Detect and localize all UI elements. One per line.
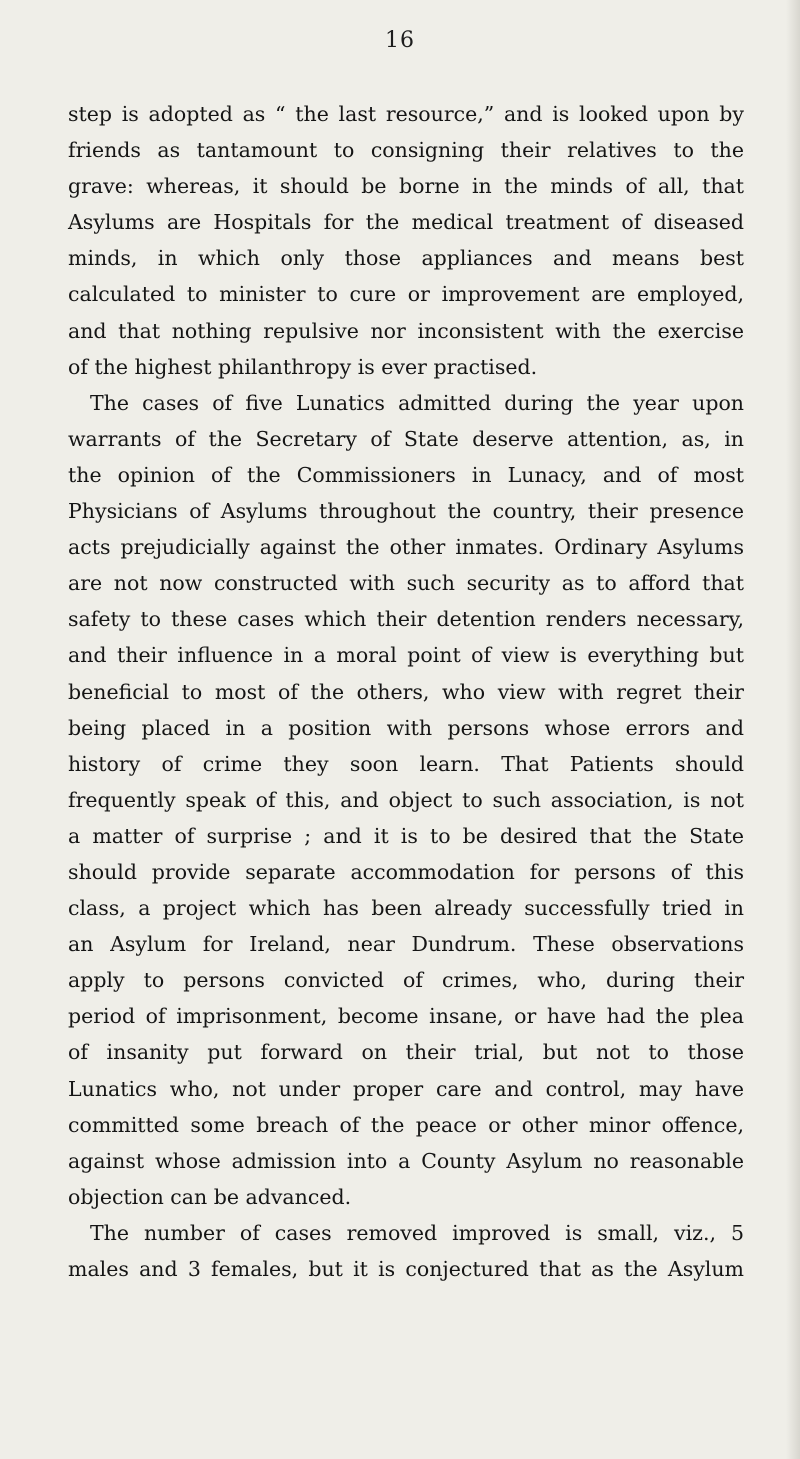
text-line: The cases of five Lunatics admitted during the year upon: [90, 390, 744, 415]
text-line: being placed in a position with persons whose errors and: [68, 715, 744, 740]
paragraph-1: [68, 96, 744, 385]
text-line: apply to persons convicted of crimes, who, during their: [68, 968, 744, 993]
text-line: and that nothing repulsive nor inconsistent with the exercise: [68, 318, 744, 343]
text-line: step is adopted as “ the last resource,” and is looked upon by: [68, 102, 744, 126]
text-line: objection can be advanced.: [68, 1184, 352, 1209]
text-line: Lunatics who, not under proper care and control, may have: [68, 1076, 744, 1101]
text-line: Asylums are Hospitals for the medical treatment of diseased: [68, 210, 744, 235]
text-line: history of crime they soon learn. That Patients should: [68, 751, 744, 776]
text-line: safety to these cases which their detention renders necessary,: [68, 607, 744, 632]
body-text: [68, 96, 744, 1287]
text-line: beneficial to most of the others, who view with regret their: [68, 679, 744, 704]
text-line: against whose admission into a County Asylum no reasonable: [68, 1148, 744, 1173]
text-line: class, a project which has been already successfully tried in: [68, 896, 744, 921]
text-line: are not now constructed with such security as to afford that: [68, 571, 744, 596]
text-line: Physicians of Asylums throughout the country, their presence: [68, 499, 744, 524]
text-line: minds, in which only those appliances and means best: [68, 246, 744, 271]
text-line: calculated to minister to cure or improvement are employed,: [68, 282, 744, 307]
text-line: committed some breach of the peace or other minor offence,: [68, 1112, 744, 1137]
text-line: an Asylum for Ireland, near Dundrum. These observations: [68, 932, 744, 957]
text-line: of the highest philanthropy is ever practised.: [68, 354, 538, 379]
text-line: grave: whereas, it should be borne in the minds of all, that: [68, 174, 744, 199]
text-line: friends as tantamount to consigning their relatives to the: [68, 138, 744, 163]
text-line: acts prejudicially against the other inmates. Ordinary Asylums: [68, 535, 744, 560]
text-line: should provide separate accommodation for persons of this: [68, 859, 744, 884]
text-line: The number of cases removed improved is small, viz., 5: [90, 1220, 744, 1245]
page-edge-shadow: [786, 0, 800, 1459]
text-line: the opinion of the Commissioners in Lunacy, and of most: [68, 462, 744, 487]
text-line: males and 3 females, but it is conjectured that as the Asylum: [68, 1257, 744, 1281]
paragraph-3: [68, 1215, 744, 1287]
text-line: period of imprisonment, become insane, or have had the plea: [68, 1004, 744, 1029]
text-line: a matter of surprise ; and it is to be desired that the State: [68, 823, 744, 848]
text-line: frequently speak of this, and object to such association, is not: [68, 787, 744, 812]
page-number: 16: [385, 28, 415, 53]
text-line: warrants of the Secretary of State deserve attention, as, in: [68, 426, 744, 451]
text-line: of insanity put forward on their trial, but not to those: [68, 1040, 744, 1065]
text-line: and their influence in a moral point of view is everything but: [68, 643, 744, 668]
paragraph-2: [68, 385, 744, 1215]
